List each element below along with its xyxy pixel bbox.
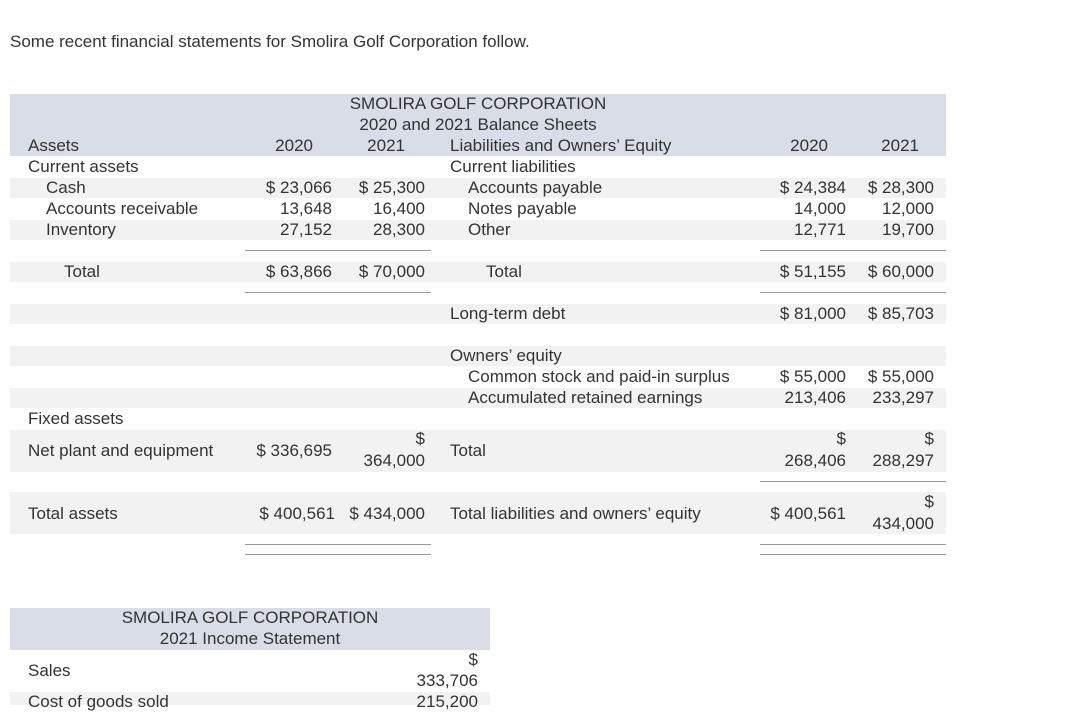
current-liabilities-total-2021: $ 60,000 (867, 262, 934, 281)
inventory-label: Inventory (46, 220, 116, 239)
income-statement-subtitle: 2021 Income Statement (159, 629, 341, 648)
accounts-receivable-label: Accounts receivable (46, 199, 199, 218)
income-statement-title: SMOLIRA GOLF CORPORATION (121, 608, 379, 627)
total-liabilities-equity-2020: $ 400,561 (770, 504, 846, 523)
liab-year-2020: 2020 (790, 136, 828, 155)
current-assets-label: Current assets (28, 157, 139, 176)
subtotal-rule (245, 250, 431, 251)
accounts-payable-2020: $ 24,384 (779, 178, 846, 197)
current-assets-total-label: Total (64, 262, 100, 281)
double-rule-bottom (245, 554, 431, 555)
current-assets-total-2021: $ 70,000 (358, 262, 425, 281)
sales-label: Sales (28, 661, 71, 680)
long-term-debt-2020: $ 81,000 (779, 304, 846, 323)
notes-payable-2021: 12,000 (882, 199, 934, 218)
long-term-debt-label: Long-term debt (450, 304, 566, 323)
owners-equity-total-label: Total (450, 441, 486, 460)
owners-equity-label: Owners’ equity (450, 346, 562, 365)
net-plant-label: Net plant and equipment (28, 441, 214, 460)
double-rule-top (760, 544, 946, 545)
accounts-payable-label: Accounts payable (468, 178, 603, 197)
accounts-receivable-2021: 16,400 (373, 199, 425, 218)
balance-sheet-subtitle: 2020 and 2021 Balance Sheets (359, 115, 597, 134)
owners-equity-total-2020-symbol: $ (836, 429, 846, 448)
total-liabilities-equity-label: Total liabilities and owners’ equity (450, 504, 701, 523)
total-rule (245, 292, 431, 293)
cogs-value: 215,200 (416, 692, 478, 711)
assets-year-2021: 2021 (367, 136, 405, 155)
total-rule (760, 481, 946, 482)
common-stock-2020: $ 55,000 (779, 367, 846, 386)
owners-equity-total-2020: 268,406 (784, 451, 846, 470)
cogs-label: Cost of goods sold (28, 692, 169, 711)
liab-year-2021: 2021 (881, 136, 919, 155)
common-stock-2021: $ 55,000 (867, 367, 934, 386)
other-label: Other (468, 220, 511, 239)
assets-year-2020: 2020 (275, 136, 313, 155)
cash-2020: $ 23,066 (265, 178, 332, 197)
net-plant-2021: 364,000 (363, 451, 425, 470)
net-plant-2021-symbol: $ (415, 429, 425, 448)
net-plant-2020: $ 336,695 (256, 441, 332, 460)
current-liabilities-total-2020: $ 51,155 (779, 262, 846, 281)
intro-text: Some recent financial statements for Smolira Golf Corporation follow. (10, 32, 530, 51)
other-2021: 19,700 (882, 220, 934, 239)
double-rule-bottom (760, 554, 946, 555)
cash-label: Cash (46, 178, 86, 197)
current-liabilities-total-label: Total (486, 262, 522, 281)
other-2020: 12,771 (794, 220, 846, 239)
liabilities-header: Liabilities and Owners’ Equity (450, 136, 672, 155)
current-liabilities-label: Current liabilities (450, 157, 576, 176)
notes-payable-2020: 14,000 (794, 199, 846, 218)
common-stock-label: Common stock and paid-in surplus (468, 367, 730, 386)
retained-earnings-2020: 213,406 (784, 388, 846, 407)
retained-earnings-2021: 233,297 (872, 388, 934, 407)
cash-2021: $ 25,300 (358, 178, 425, 197)
retained-earnings-label: Accumulated retained earnings (468, 388, 703, 407)
owners-equity-total-2021-symbol: $ (924, 429, 934, 448)
subtotal-rule (760, 250, 946, 251)
sales-symbol: $ (468, 650, 478, 669)
total-assets-2020: $ 400,561 (259, 504, 335, 523)
total-liabilities-equity-2021: 434,000 (872, 514, 934, 533)
accounts-receivable-2020: 13,648 (280, 199, 332, 218)
assets-header: Assets (28, 136, 80, 155)
inventory-2021: 28,300 (373, 220, 425, 239)
owners-equity-total-2021: 288,297 (872, 451, 934, 470)
notes-payable-label: Notes payable (468, 199, 577, 218)
inventory-2020: 27,152 (280, 220, 332, 239)
current-assets-total-2020: $ 63,866 (265, 262, 332, 281)
fixed-assets-label: Fixed assets (28, 409, 124, 428)
long-term-debt-2021: $ 85,703 (867, 304, 934, 323)
balance-sheet-title: SMOLIRA GOLF CORPORATION (349, 94, 607, 113)
total-assets-2021: $ 434,000 (349, 504, 425, 523)
sales-value: 333,706 (416, 671, 478, 690)
total-rule (760, 292, 946, 293)
accounts-payable-2021: $ 28,300 (867, 178, 934, 197)
total-assets-label: Total assets (28, 504, 118, 523)
total-liabilities-equity-2021-symbol: $ (924, 492, 934, 511)
double-rule-top (245, 544, 431, 545)
